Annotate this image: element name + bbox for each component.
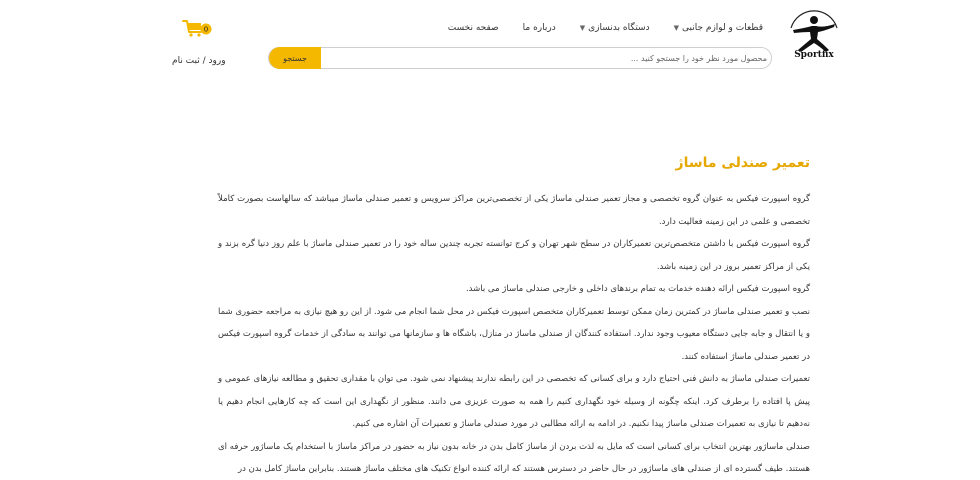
search-input[interactable] (321, 48, 773, 68)
search-bar (268, 47, 772, 69)
login-register-link[interactable]: ورود / ثبت نام (172, 56, 226, 66)
article-paragraph: صندلی ماساژور بهترین انتخاب برای کسانی است که مایل به لذت بردن از ماساژ کامل بدن در خانه بدون نیاز به حضور در مراکز ماساژ با استخدام یک ماساژور حرفه ای هستند. طیف گسترده ای از صندلی های ماساژور در حال حاضر در دسترس هستند که ارائه کننده انواع تکنیک های مختلف ماساژ هستند. بنابراین ماساژ کامل بدن در (218, 441, 810, 474)
nav-item-label: قطعات و لوازم جانبی (681, 23, 763, 33)
chevron-down-icon: ▼ (673, 24, 679, 32)
article-paragraph: نصب و تعمیر صندلی ماساژ در کمترین زمان ممکن توسط تعمیرکاران متخصص اسپورت فیکس در محل شما انجام می شود. از این رو هیچ نیازی به مراجعه حضوری شما و یا انتقال و جابه جایی دستگاه معیوب وجود ندارد. استفاده کنندگان از صندلی ماساژ در منازل، باشگاه ها و سازمانها می توانند به سادگی از خدمات گروه اسپورت فیکس در تعمیر صندلی ماساژ استفاده کنند. (218, 306, 810, 362)
nav-item-parts-accessories[interactable] (662, 20, 775, 36)
page-title: تعمیر صندلی ماساژ (675, 155, 810, 172)
article-body (218, 188, 810, 480)
chevron-down-icon: ▼ (579, 24, 586, 32)
article-paragraph: تعمیرات صندلی ماساژ به دانش فنی احتیاج دارد و برای کسانی که تخصصی در این رابطه ندارند پیشنهاد نمی شود. می توان با مقداری تحقیق و مطالعه نیازهای عمومی و پیش پا افتاده را برطرف کرد. اینکه چگونه از وسیله خود نگهداری کنیم را همه به صورت عزیزی می دانند. منظور از نگهداری این است که چه کارهایی انجام دهیم یا نه‌دهیم تا نیازی به تعمیرات صندلی ماساژ پیدا نکنیم. در ادامه به ارائه مطالبی در مورد صندلی ماساژ و تعمیرات آن اشاره می کنیم. (218, 374, 810, 429)
nav-item-label: دستگاه بدنسازی (588, 23, 650, 33)
article-paragraph: گروه اسپورت فیکس به عنوان گروه تخصصی و مجاز تعمیر صندلی ماساژ یکی از تخصصی‌ترین مراکز سرویس و تعمیر صندلی ماساژ میباشد که سالهاست بصورت کاملاً تخصصی و علمی در این زمینه فعالیت دارد. (218, 194, 810, 227)
nav-item-about[interactable] (511, 20, 568, 36)
logo-wordmark: Sportfix (794, 50, 834, 60)
nav-item-home[interactable] (436, 20, 511, 36)
cart-icon (181, 18, 215, 38)
nav-item-label: صفحه نخست (447, 23, 499, 33)
cart-button[interactable] (181, 18, 215, 38)
nav-item-label: درباره ما (522, 23, 556, 33)
article-paragraph: گروه اسپورت فیکس ارائه دهنده خدمات به تمام برندهای داخلی و خارجی صندلی ماساژ می باشد. (465, 284, 810, 294)
search-button[interactable]: جستجو (269, 47, 321, 69)
article-paragraph: گروه اسپورت فیکس با داشتن متخصص‌ترین تعمیرکاران در سطح شهر تهران و کرج توانسته تجربه چندین ساله خود را در تعمیر صندلی ماساژ با علم روز دنیا گره بزند و یکی از مراکز تعمیر بروز در این زمینه باشد. (218, 239, 810, 272)
cart-count: 0 (203, 25, 209, 34)
nav-item-gym-equipment[interactable] (568, 20, 662, 36)
main-nav (436, 20, 775, 36)
